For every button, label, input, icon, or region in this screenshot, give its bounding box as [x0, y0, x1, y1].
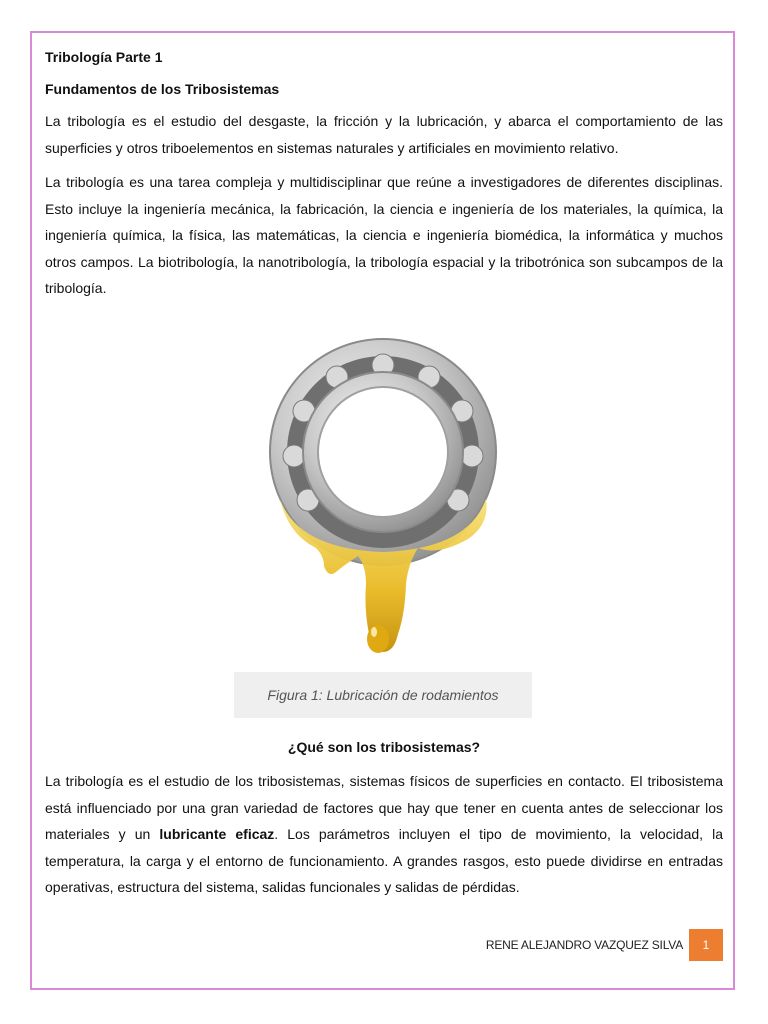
- figure-caption: Figura 1: Lubricación de rodamientos: [267, 687, 499, 703]
- paragraph-tribosystems-text-1: La tribología es el estudio de los tribosistemas, sistemas físicos de superficies en contacto. El tribosistema está influenciado por una gran variedad de factores que hay que tener en cuenta antes de seleccionar los materiales y un: [45, 773, 723, 842]
- section-heading-tribosystems: ¿Qué son los tribosistemas?: [287, 739, 481, 755]
- paragraph-definition: La tribología es el estudio del desgaste, la fricción y la lubricación, y abarca el comportamiento de las superficies y otros triboelementos en sistemas naturales y artificiales en movimiento relativo.: [45, 113, 723, 156]
- ball-bearing-with-oil-icon: [258, 334, 508, 670]
- figure-caption-box: [234, 672, 532, 718]
- document-body: [45, 47, 723, 302]
- footer-author: RENE ALEJANDRO VAZQUEZ SILVA: [485, 938, 683, 952]
- document-subtitle: Fundamentos de los Tribosistemas: [45, 81, 280, 97]
- page-footer: [430, 929, 723, 961]
- paragraph-tribosystems-text-2: . Los parámetros incluyen el tipo de movimiento, la velocidad, la temperatura, la carga y el entorno de funcionamiento. A grandes rasgos, esto puede dividirse en entradas operativas, estructura del sistema, salidas funcionales y salidas de pérdidas.: [45, 826, 724, 895]
- paragraph-tribosystems: [45, 768, 723, 901]
- page-number-badge: 1: [689, 929, 723, 961]
- paragraph-tribosystems-container: [45, 768, 723, 901]
- document-title: Tribología Parte 1: [45, 49, 163, 65]
- paragraph-tribosystems-bold: lubricante eficaz: [159, 826, 275, 842]
- paragraph-disciplines: La tribología es una tarea compleja y multidisciplinar que reúne a investigadores de diferentes disciplinas. Esto incluye la ingeniería mecánica, la fabricación, la ciencia e ingeniería de los materiales, la química, la ingeniería química, la física, las matemáticas, la ciencia e ingeniería biomédica, la informática y muchos otros campos. La biotribología, la nanotribología, la tribología espacial y la tribotrónica son subcampos de la tribología.: [45, 174, 723, 296]
- figure-bearing: [234, 334, 532, 718]
